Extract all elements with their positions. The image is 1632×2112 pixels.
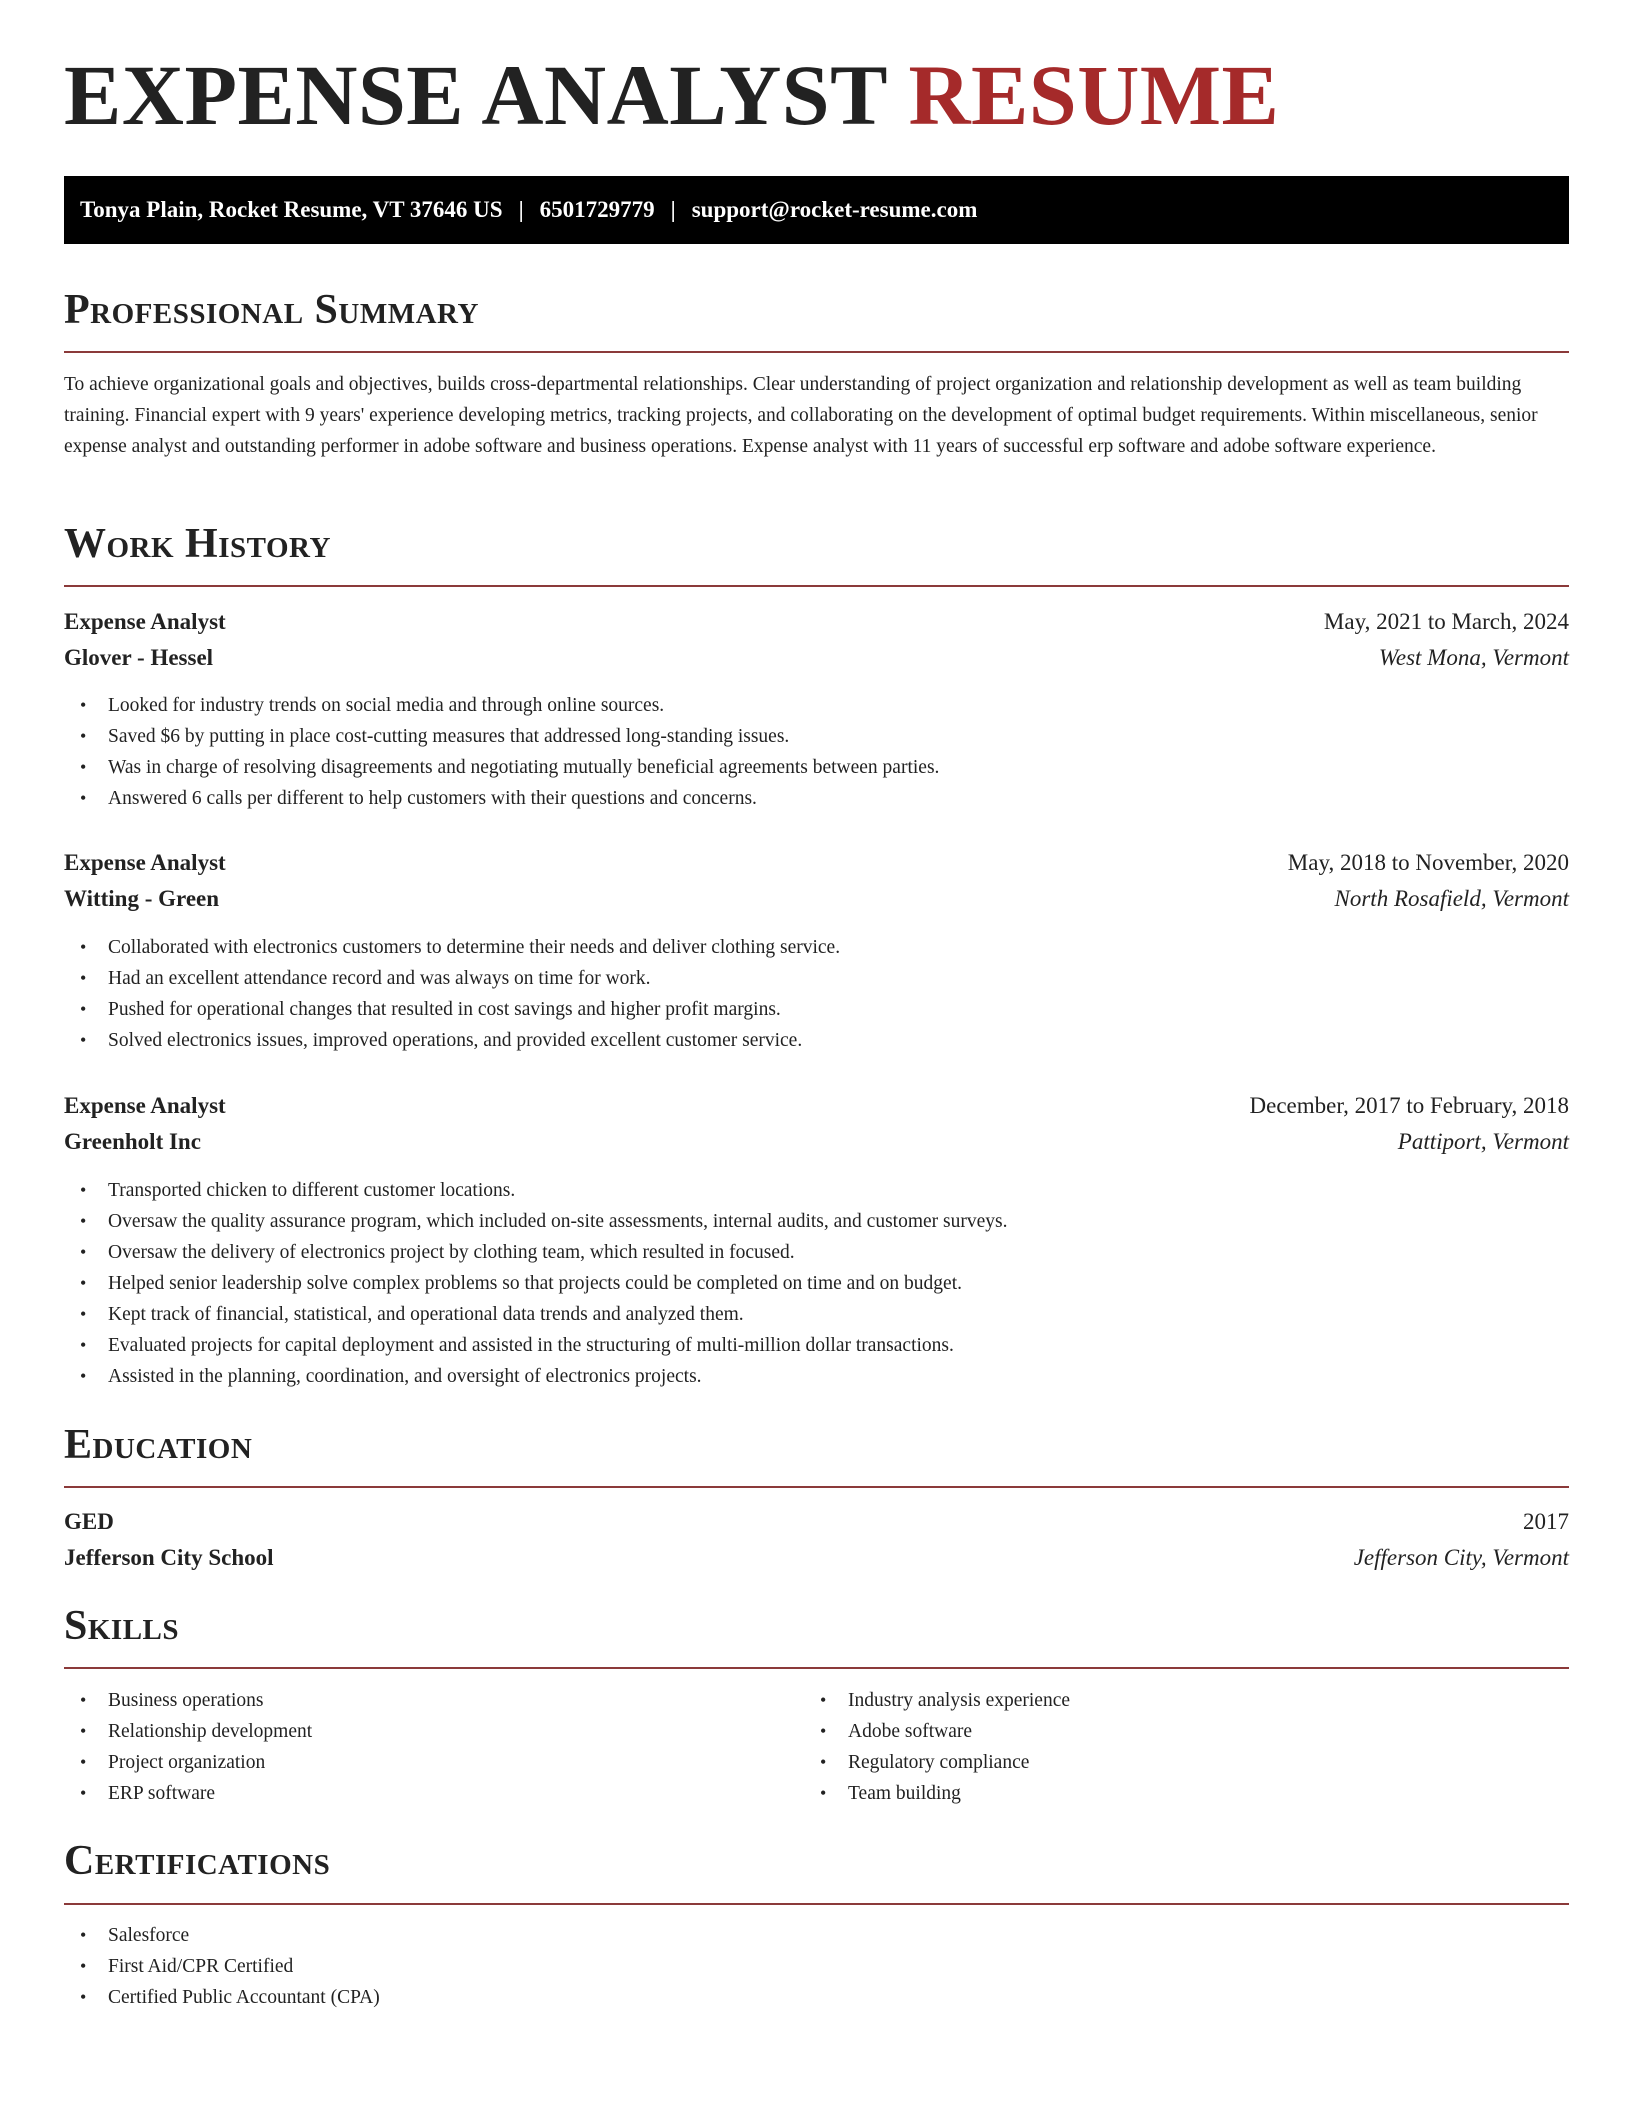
education-heading: Education (64, 1422, 253, 1468)
list-item: • Salesforce (64, 1920, 1569, 1951)
skills-heading: Skills (64, 1603, 180, 1649)
education-school-row (64, 1540, 1569, 1576)
job-location: West Mona, Vermont (1378, 645, 1569, 670)
work-history-divider (64, 585, 1569, 587)
job-title: Expense Analyst (64, 1093, 226, 1118)
bullet-icon: • (820, 1690, 827, 1710)
bullet-icon: • (80, 1925, 87, 1945)
skills-divider (64, 1667, 1569, 1669)
contact-email[interactable]: support@rocket-resume.com (691, 197, 978, 222)
bullet-icon: • (80, 1273, 87, 1293)
education-school: Jefferson City School (64, 1545, 274, 1570)
list-item: • Oversaw the quality assurance program, which included on-site assessments, internal audits, and customer surveys. (64, 1206, 1569, 1237)
certifications-divider (64, 1903, 1569, 1905)
bullet-icon: • (80, 1690, 87, 1710)
list-item: • Oversaw the delivery of electronics project by clothing team, which resulted in focused. (64, 1237, 1569, 1268)
contact-separator: | (518, 197, 524, 222)
bullet-icon: • (820, 1721, 827, 1741)
education-year: 2017 (1523, 1509, 1569, 1534)
education-divider (64, 1486, 1569, 1488)
bullet-icon: • (80, 1721, 87, 1741)
list-item: • Evaluated projects for capital deployment and assisted in the structuring of multi-million dollar transactions. (64, 1330, 1569, 1361)
job-1-title-row (64, 604, 1569, 640)
contact-phone[interactable]: 6501729779 (539, 197, 655, 222)
job-location: Pattiport, Vermont (1397, 1129, 1569, 1154)
list-item: • Business operations (64, 1685, 1569, 1716)
job-title: Expense Analyst (64, 850, 226, 875)
list-item: • Was in charge of resolving disagreements and negotiating mutually beneficial agreements between parties. (64, 752, 1569, 783)
job-2-company-row (64, 881, 1569, 917)
list-item: • Answered 6 calls per different to help customers with their questions and concerns. (64, 783, 1569, 814)
job-dates: May, 2021 to March, 2024 (1323, 609, 1569, 634)
list-item: • Collaborated with electronics customers to determine their needs and deliver clothing service. (64, 932, 1569, 963)
certifications-list (64, 1920, 1569, 2013)
bullet-icon: • (80, 695, 87, 715)
bullet-icon: • (80, 1783, 87, 1803)
title-accent: RESUME (908, 47, 1280, 143)
bullet-icon: • (80, 1211, 87, 1231)
list-item: • Team building (804, 1778, 1569, 1809)
job-location: North Rosafield, Vermont (1334, 886, 1569, 911)
job-3-company-row (64, 1124, 1569, 1160)
bullet-icon: • (80, 1335, 87, 1355)
bullet-icon: • (820, 1783, 827, 1803)
job-title: Expense Analyst (64, 609, 226, 634)
bullet-icon: • (80, 1752, 87, 1772)
list-item: • Certified Public Accountant (CPA) (64, 1982, 1569, 2013)
job-1-company-row (64, 640, 1569, 676)
list-item: • Project organization (64, 1747, 1569, 1778)
list-item: • First Aid/CPR Certified (64, 1951, 1569, 1982)
bullet-icon: • (80, 937, 87, 957)
job-3-bullets (64, 1175, 1569, 1392)
list-item: • Regulatory compliance (804, 1747, 1569, 1778)
job-1-bullets (64, 690, 1569, 814)
list-item: • ERP software (64, 1778, 1569, 1809)
bullet-icon: • (80, 726, 87, 746)
list-item: • Looked for industry trends on social media and through online sources. (64, 690, 1569, 721)
contact-separator: | (670, 197, 676, 222)
resume-title (64, 47, 1280, 143)
bullet-icon: • (80, 1242, 87, 1262)
list-item: • Helped senior leadership solve complex problems so that projects could be completed on time and on budget. (64, 1268, 1569, 1299)
bullet-icon: • (80, 1030, 87, 1050)
education-degree: GED (64, 1509, 114, 1534)
job-company: Greenholt Inc (64, 1129, 201, 1154)
bullet-icon: • (80, 968, 87, 988)
skills-list-right (804, 1685, 1569, 1809)
bullet-icon: • (80, 1956, 87, 1976)
contact-address: Tonya Plain, Rocket Resume, VT 37646 US (80, 197, 503, 222)
job-3-title-row (64, 1088, 1569, 1124)
contact-bar (64, 176, 1569, 244)
bullet-icon: • (80, 1304, 87, 1324)
bullet-icon: • (80, 1366, 87, 1386)
bullet-icon: • (820, 1752, 827, 1772)
job-2-title-row (64, 845, 1569, 881)
work-history-heading: Work History (64, 521, 331, 567)
summary-text: To achieve organizational goals and objectives, builds cross-departmental relationships. Clear understanding of project organization and relationship development as well as team building training. Financial expert with 9 years' experience developing metrics, tracking projects, and collaborating on the development of optimal budget requirements. Within miscellaneous, senior expense analyst and outstanding performer in adobe software and business operations. Expense analyst with 11 years of successful erp software and adobe software experience. (64, 374, 1538, 457)
list-item: • Pushed for operational changes that resulted in cost savings and higher profit margins. (64, 994, 1569, 1025)
list-item: • Had an excellent attendance record and was always on time for work. (64, 963, 1569, 994)
bullet-icon: • (80, 1180, 87, 1200)
bullet-icon: • (80, 788, 87, 808)
bullet-icon: • (80, 999, 87, 1019)
bullet-icon: • (80, 1987, 87, 2007)
job-dates: December, 2017 to February, 2018 (1249, 1093, 1569, 1118)
summary-divider (64, 351, 1569, 353)
education-location: Jefferson City, Vermont (1353, 1545, 1569, 1570)
education-degree-row (64, 1504, 1569, 1540)
certifications-heading: Certifications (64, 1838, 331, 1884)
job-company: Witting - Green (64, 886, 220, 911)
job-company: Glover - Hessel (64, 645, 214, 670)
title-main: EXPENSE ANALYST (64, 47, 887, 143)
list-item: • Kept track of financial, statistical, and operational data trends and analyzed them. (64, 1299, 1569, 1330)
job-dates: May, 2018 to November, 2020 (1287, 850, 1569, 875)
list-item: • Relationship development (64, 1716, 1569, 1747)
list-item: • Assisted in the planning, coordination, and oversight of electronics projects. (64, 1361, 1569, 1392)
list-item: • Solved electronics issues, improved operations, and provided excellent customer service. (64, 1025, 1569, 1056)
list-item: • Industry analysis experience (804, 1685, 1569, 1716)
list-item: • Transported chicken to different customer locations. (64, 1175, 1569, 1206)
summary-heading: Professional Summary (64, 287, 479, 333)
list-item: • Adobe software (804, 1716, 1569, 1747)
job-2-bullets (64, 932, 1569, 1056)
list-item: • Saved $6 by putting in place cost-cutting measures that addressed long-standing issues. (64, 721, 1569, 752)
bullet-icon: • (80, 757, 87, 777)
